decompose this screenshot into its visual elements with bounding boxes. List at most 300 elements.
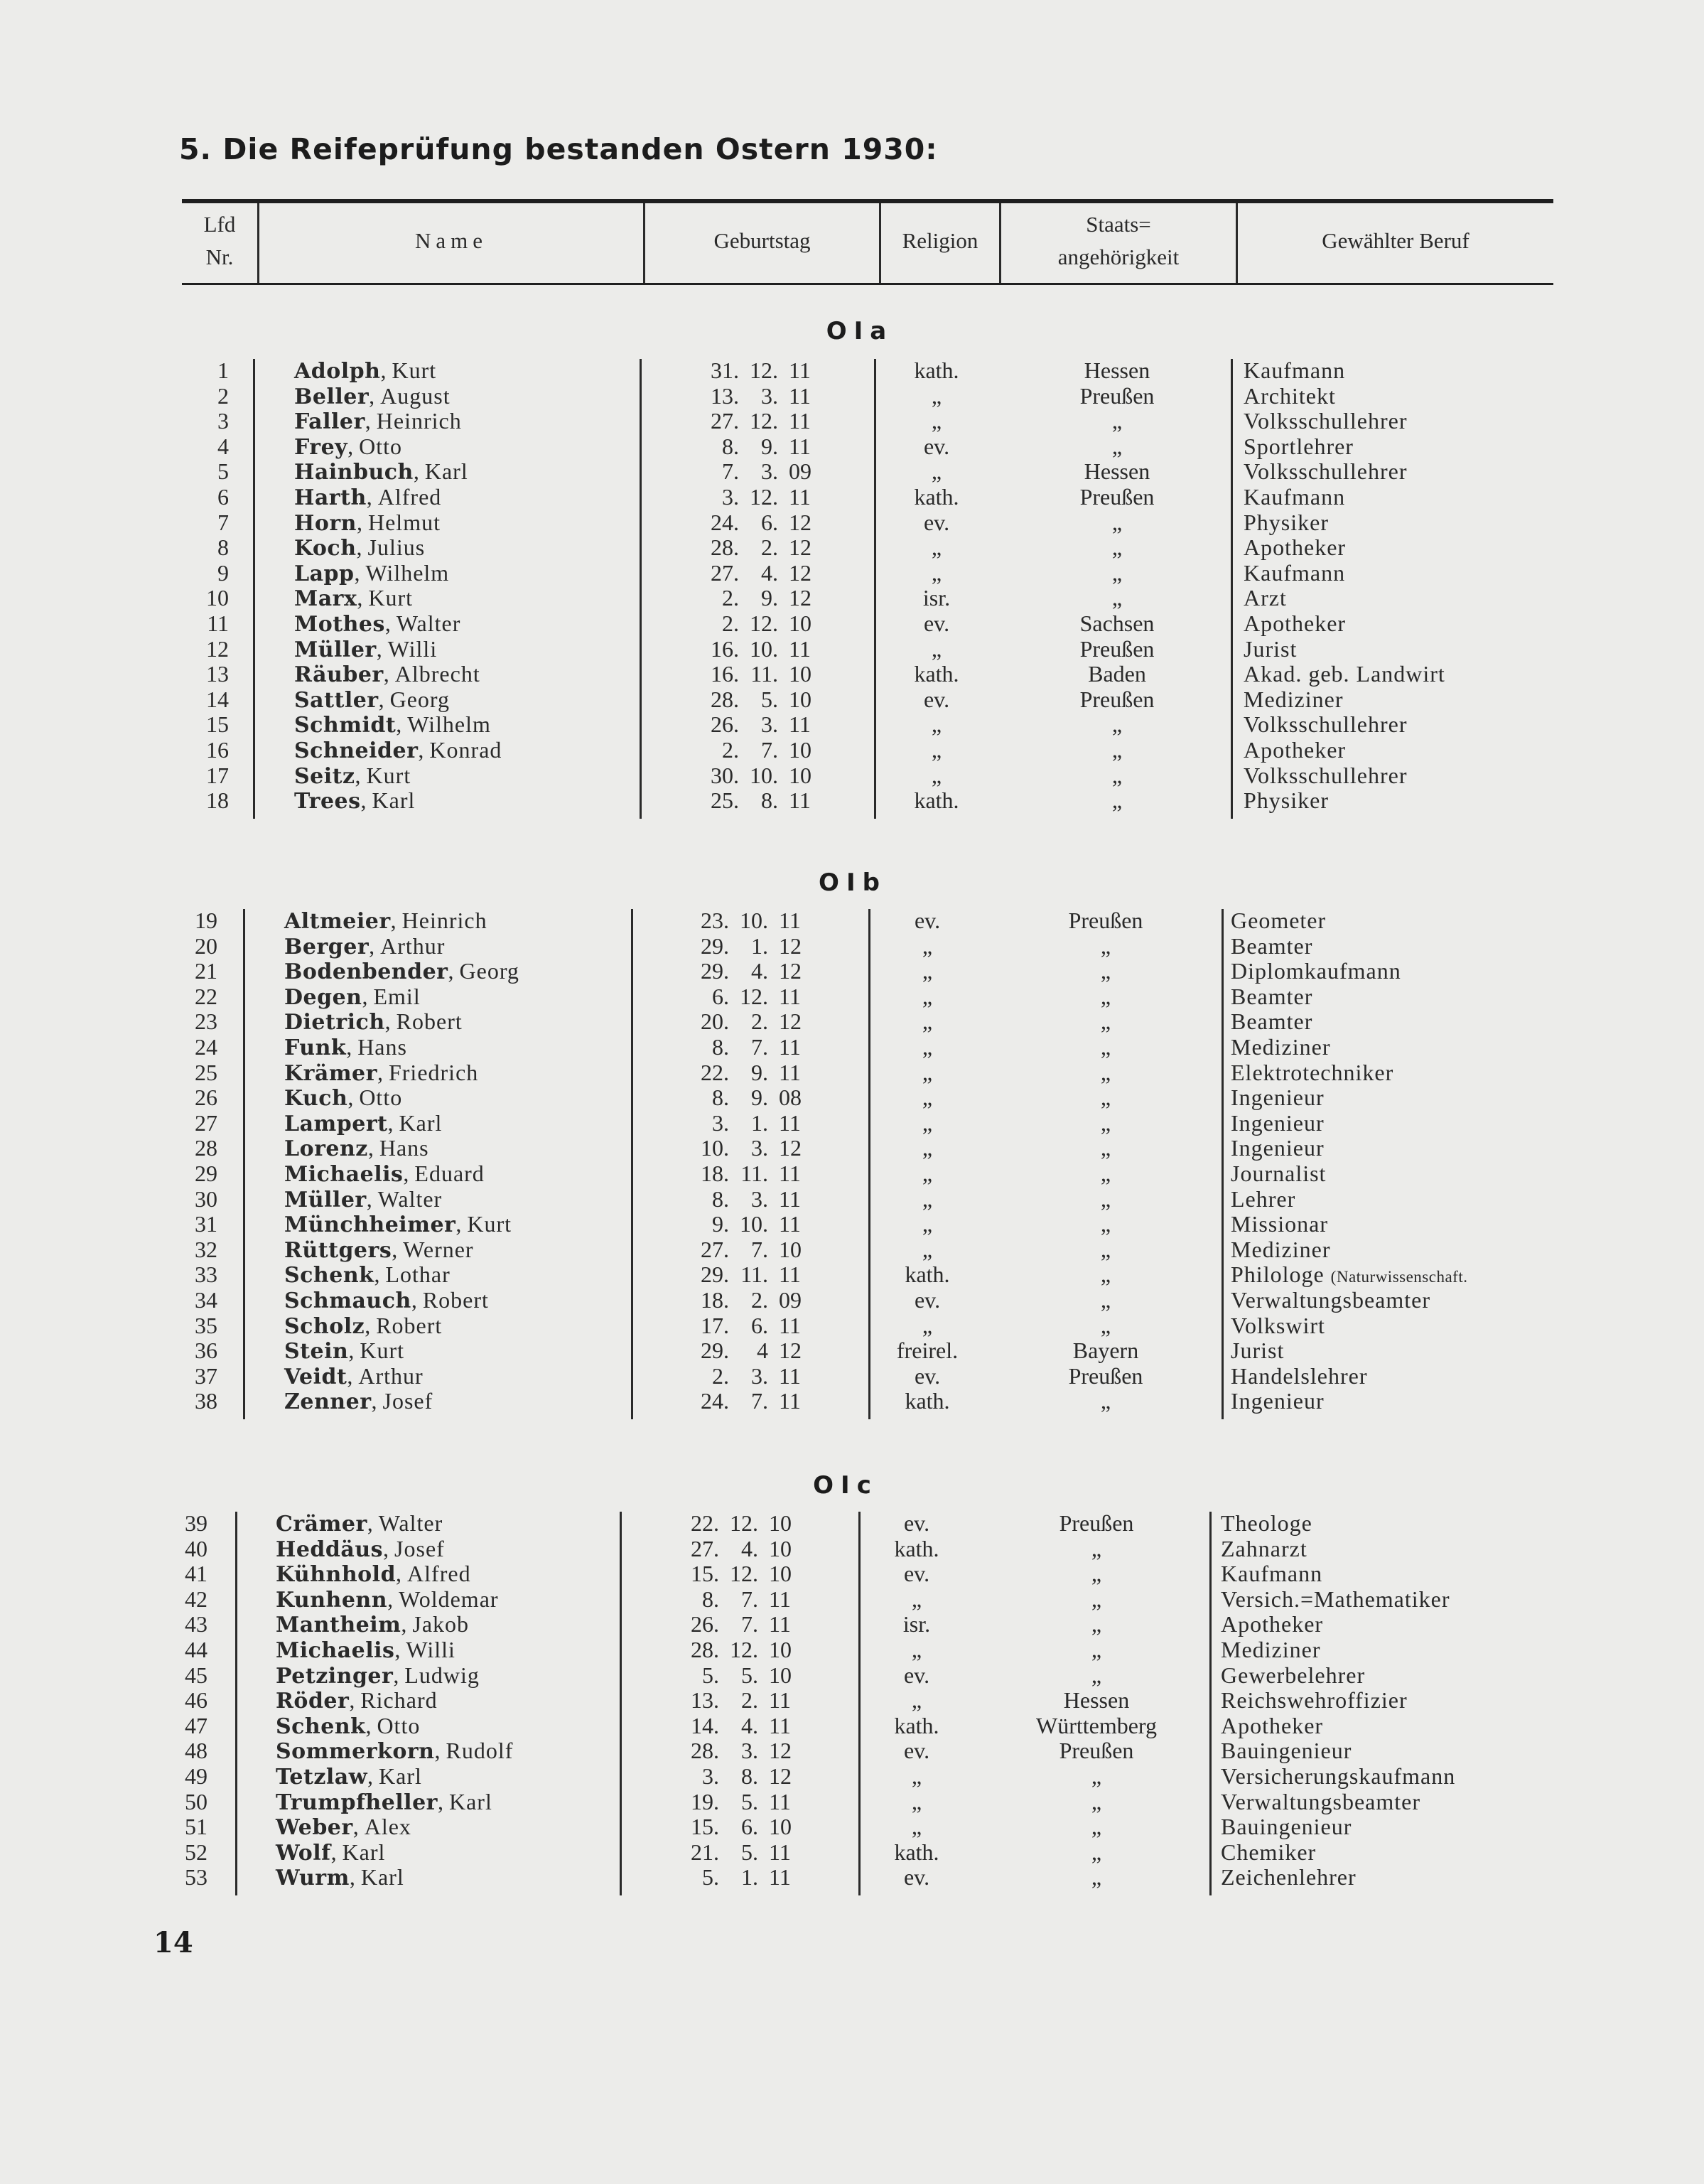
header-lfd: Lfd — [203, 212, 236, 237]
row-number: 30 — [195, 1185, 217, 1212]
row-number: 26 — [195, 1085, 217, 1111]
religion: „ — [922, 1135, 933, 1161]
beruf-text: Kaufmann — [1221, 1561, 1323, 1587]
birth-month: 11. — [740, 1262, 768, 1288]
gewaehlter-beruf — [1221, 1586, 1450, 1612]
table-row — [0, 1262, 1704, 1287]
religion: „ — [911, 1763, 922, 1789]
beruf-text: Missionar — [1231, 1211, 1328, 1237]
gewaehlter-beruf — [1221, 1814, 1352, 1839]
birth-month: 7. — [761, 737, 778, 763]
surname: Faller — [294, 409, 365, 435]
birth-day: 10. — [701, 1135, 729, 1161]
name-separator: , — [380, 357, 392, 383]
student-name — [294, 687, 450, 714]
header-nr: Nr. — [205, 244, 234, 269]
table-row — [0, 1864, 1704, 1890]
table-row — [0, 1338, 1704, 1363]
table-row — [0, 1687, 1704, 1713]
staatsangehoerigkeit: „ — [1111, 408, 1123, 434]
religion: „ — [931, 382, 942, 409]
row-number: 2 — [217, 382, 229, 409]
beruf-text: Beamter — [1231, 1008, 1313, 1035]
birth-day: 28. — [691, 1637, 719, 1662]
name-separator: , — [348, 1338, 360, 1364]
student-name — [294, 661, 480, 688]
table-row — [0, 1313, 1704, 1338]
name-separator: , — [346, 1034, 358, 1060]
header-angehoerigkeit: angehörigkeit — [1057, 244, 1180, 269]
student-name — [284, 1060, 478, 1087]
name-separator: , — [355, 762, 367, 788]
gewaehlter-beruf — [1244, 357, 1345, 383]
name-separator: , — [367, 1135, 379, 1161]
birth-year: 10 — [789, 686, 811, 712]
row-number: 33 — [195, 1262, 217, 1288]
birth-month: 7. — [751, 1236, 768, 1262]
birth-year: 11 — [779, 1362, 801, 1389]
firstname: Georg — [459, 958, 519, 984]
birth-day: 26. — [691, 1611, 719, 1637]
firstname: Konrad — [429, 737, 502, 763]
name-separator: , — [403, 1161, 415, 1186]
staatsangehoerigkeit: „ — [1100, 983, 1111, 1009]
student-name — [294, 534, 425, 561]
table-row — [0, 534, 1704, 560]
staatsangehoerigkeit: „ — [1100, 932, 1111, 959]
name-separator: , — [384, 610, 397, 636]
table-row — [0, 908, 1704, 933]
table-row — [0, 408, 1704, 434]
firstname: Walter — [378, 1510, 443, 1536]
row-number: 13 — [206, 661, 229, 687]
gewaehlter-beruf — [1221, 1687, 1408, 1713]
birth-year: 11 — [789, 711, 811, 738]
firstname: Otto — [359, 433, 402, 459]
header-name: Name — [414, 228, 488, 253]
table-row — [0, 560, 1704, 586]
religion: kath. — [894, 1535, 939, 1561]
staatsangehoerigkeit: Bayern — [1072, 1338, 1139, 1364]
table-row — [0, 1237, 1704, 1262]
firstname: Alfred — [407, 1561, 471, 1587]
firstname: Woldemar — [399, 1586, 499, 1612]
birth-year: 11 — [779, 1312, 801, 1338]
table-row — [0, 610, 1704, 636]
name-separator: , — [455, 1211, 468, 1237]
header-religion: Religion — [902, 228, 978, 253]
gewaehlter-beruf — [1244, 534, 1346, 560]
birth-month: 9. — [761, 585, 778, 611]
header-beruf: Gewählter Beruf — [1322, 228, 1470, 253]
table-row — [0, 484, 1704, 510]
row-number: 20 — [195, 932, 217, 959]
beruf-text: Jurist — [1244, 635, 1298, 662]
beruf-text: Verwaltungsbeamter — [1221, 1788, 1421, 1814]
birth-year: 10 — [769, 1662, 792, 1688]
firstname: Karl — [372, 787, 416, 814]
birth-day: 13. — [691, 1687, 719, 1714]
firstname: Otto — [377, 1712, 421, 1738]
birth-year: 12 — [769, 1738, 792, 1764]
birth-day: 27. — [701, 1236, 729, 1262]
table-row — [0, 958, 1704, 984]
row-number: 14 — [206, 686, 229, 712]
table-row — [0, 434, 1704, 459]
birth-day: 28. — [711, 686, 739, 712]
birth-day: 29. — [701, 932, 729, 959]
gewaehlter-beruf — [1221, 1611, 1323, 1637]
birth-year: 11 — [789, 484, 811, 510]
birth-month: 10. — [740, 1211, 768, 1237]
birth-year: 10 — [769, 1637, 792, 1662]
surname: Sommerkorn — [276, 1739, 435, 1765]
firstname: Rudolf — [446, 1738, 514, 1764]
name-separator: , — [354, 559, 366, 586]
birth-day: 6. — [712, 983, 729, 1009]
beruf-text: Kaufmann — [1244, 484, 1346, 510]
beruf-text: Bauingenieur — [1221, 1738, 1352, 1764]
row-number: 24 — [195, 1034, 217, 1060]
header-geburtstag: Geburtstag — [713, 228, 811, 253]
birth-day: 29. — [701, 1262, 729, 1288]
name-separator: , — [392, 1236, 404, 1262]
gewaehlter-beruf — [1221, 1789, 1420, 1814]
firstname: Kurt — [366, 762, 411, 788]
beruf-text: Akad. geb. Landwirt — [1244, 661, 1445, 687]
birth-year: 11 — [789, 382, 811, 409]
gewaehlter-beruf — [1231, 1085, 1325, 1110]
gewaehlter-beruf — [1244, 510, 1329, 535]
religion: kath. — [905, 1262, 950, 1288]
beruf-text: Versich.=Mathematiker — [1221, 1586, 1450, 1612]
student-name — [276, 1510, 443, 1537]
birth-day: 25. — [711, 787, 739, 814]
row-number: 7 — [217, 509, 229, 535]
gewaehlter-beruf — [1231, 1338, 1284, 1363]
religion: „ — [922, 1161, 933, 1186]
surname: Frey — [294, 434, 348, 460]
row-number: 5 — [217, 458, 229, 485]
table-row — [0, 585, 1704, 610]
birth-month: 12. — [730, 1510, 758, 1536]
staatsangehoerigkeit: „ — [1111, 585, 1123, 611]
name-separator: , — [384, 1008, 397, 1035]
surname: Stein — [284, 1339, 349, 1365]
firstname: Robert — [422, 1287, 489, 1313]
row-number: 50 — [185, 1788, 207, 1814]
name-separator: , — [437, 1788, 449, 1814]
surname: Weber — [276, 1815, 353, 1841]
beruf-text: Volksschullehrer — [1244, 711, 1408, 738]
row-number: 37 — [195, 1362, 217, 1389]
name-separator: , — [365, 408, 377, 434]
surname: Lapp — [294, 561, 355, 586]
staatsangehoerigkeit: „ — [1100, 1135, 1111, 1161]
staatsangehoerigkeit: Preußen — [1059, 1738, 1134, 1764]
religion: „ — [922, 1211, 933, 1237]
student-name — [276, 1738, 513, 1765]
birth-year: 09 — [779, 1287, 802, 1313]
firstname: Wilhelm — [407, 711, 491, 738]
name-separator: , — [362, 983, 374, 1009]
religion: ev. — [903, 1738, 930, 1764]
birth-day: 13. — [711, 382, 739, 409]
beruf-text: Mediziner — [1221, 1637, 1321, 1662]
staatsangehoerigkeit: „ — [1111, 762, 1123, 788]
surname: Beller — [294, 384, 370, 409]
birth-year: 11 — [779, 1388, 801, 1414]
firstname: Emil — [373, 983, 421, 1009]
staatsangehoerigkeit: „ — [1111, 787, 1123, 814]
student-name — [276, 1637, 455, 1664]
surname: Schenk — [284, 1263, 374, 1289]
row-number: 41 — [185, 1561, 207, 1587]
student-name — [294, 585, 413, 612]
religion: „ — [931, 559, 942, 586]
beruf-text: Apotheker — [1244, 534, 1347, 561]
birth-day: 31. — [711, 357, 739, 383]
religion: „ — [931, 711, 942, 738]
firstname: Karl — [399, 1109, 443, 1136]
birth-month: 8. — [761, 787, 778, 814]
table-row — [0, 1135, 1704, 1161]
student-name — [294, 434, 402, 461]
surname: Bodenbender — [284, 959, 448, 985]
table-row — [0, 636, 1704, 662]
birth-month: 2. — [741, 1687, 758, 1714]
table-row — [0, 1211, 1704, 1237]
birth-month: 3. — [751, 1185, 768, 1212]
name-separator: , — [367, 1510, 379, 1536]
beruf-text: Zahnarzt — [1221, 1535, 1307, 1561]
table-row — [0, 1814, 1704, 1839]
surname: Lorenz — [284, 1136, 368, 1162]
table-row — [0, 1611, 1704, 1637]
gewaehlter-beruf — [1231, 1186, 1295, 1212]
staatsangehoerigkeit: „ — [1100, 1109, 1111, 1136]
religion: „ — [922, 983, 933, 1009]
firstname: Walter — [377, 1185, 443, 1212]
student-name — [276, 1864, 404, 1891]
name-separator: , — [349, 1687, 361, 1714]
name-separator: , — [366, 484, 378, 510]
birth-month: 12. — [730, 1561, 758, 1587]
firstname: Ludwig — [404, 1662, 480, 1688]
beruf-text: Lehrer — [1231, 1185, 1296, 1212]
student-name — [276, 1536, 445, 1563]
firstname: Kurt — [360, 1338, 404, 1364]
student-name — [284, 1237, 474, 1264]
birth-day: 27. — [711, 559, 739, 586]
birth-year: 10 — [789, 762, 811, 788]
student-name — [284, 1110, 442, 1137]
staatsangehoerigkeit: „ — [1100, 1185, 1111, 1212]
gewaehlter-beruf — [1231, 1110, 1325, 1136]
birth-month: 8. — [741, 1763, 758, 1789]
student-name — [276, 1586, 499, 1613]
student-name — [294, 610, 460, 638]
birth-year: 11 — [789, 635, 811, 662]
gewaehlter-beruf — [1231, 1262, 1467, 1290]
table-row — [0, 1287, 1704, 1313]
birth-year: 11 — [789, 357, 811, 383]
birth-day: 3. — [702, 1763, 719, 1789]
table-row — [0, 383, 1704, 409]
gewaehlter-beruf — [1244, 484, 1345, 510]
birth-month: 12. — [730, 1637, 758, 1662]
birth-month: 6. — [761, 509, 778, 535]
beruf-text: Handelslehrer — [1231, 1362, 1368, 1389]
surname: Lampert — [284, 1111, 388, 1136]
row-number: 51 — [185, 1814, 207, 1840]
birth-year: 11 — [779, 1161, 801, 1186]
name-separator: , — [371, 1388, 383, 1414]
firstname: Heinrich — [401, 908, 487, 933]
row-number: 39 — [185, 1510, 207, 1536]
staatsangehoerigkeit: „ — [1091, 1763, 1102, 1789]
row-number: 44 — [185, 1637, 207, 1662]
surname: Seitz — [294, 763, 355, 789]
surname: Heddäus — [276, 1537, 384, 1562]
birth-day: 8. — [712, 1185, 729, 1212]
student-name — [294, 357, 436, 384]
student-name — [276, 1561, 471, 1588]
birth-month: 3. — [761, 382, 778, 409]
religion: „ — [922, 1085, 933, 1111]
birth-month: 3. — [761, 711, 778, 738]
birth-day: 27. — [691, 1535, 719, 1561]
surname: Müller — [284, 1187, 367, 1212]
student-name — [284, 1287, 489, 1314]
firstname: Lothar — [385, 1262, 451, 1288]
staatsangehoerigkeit: Preußen — [1068, 908, 1143, 933]
row-number: 32 — [195, 1236, 217, 1262]
row-number: 48 — [185, 1738, 207, 1764]
surname: Krämer — [284, 1060, 377, 1086]
student-name — [294, 484, 441, 511]
row-number: 27 — [195, 1109, 217, 1136]
religion: „ — [911, 1586, 922, 1612]
name-separator: , — [369, 932, 381, 959]
beruf-text: Versicherungskaufmann — [1221, 1763, 1456, 1789]
row-number: 3 — [217, 408, 229, 434]
birth-year: 10 — [769, 1535, 792, 1561]
birth-day: 2. — [722, 737, 739, 763]
religion: ev. — [903, 1561, 930, 1587]
gewaehlter-beruf — [1231, 908, 1326, 933]
surname: Koch — [294, 536, 357, 561]
birth-day: 15. — [691, 1814, 719, 1840]
name-separator: , — [393, 1662, 405, 1688]
staatsangehoerigkeit: „ — [1100, 1388, 1111, 1414]
beruf-text: Theologe — [1221, 1510, 1312, 1536]
birth-day: 9. — [712, 1211, 729, 1237]
firstname: Arthur — [380, 932, 446, 959]
student-name — [276, 1789, 492, 1816]
birth-year: 12 — [779, 932, 802, 959]
table-row — [0, 984, 1704, 1009]
row-number: 28 — [195, 1135, 217, 1161]
staatsangehoerigkeit: Hessen — [1084, 357, 1150, 383]
religion: ev. — [914, 1287, 941, 1313]
staatsangehoerigkeit: „ — [1091, 1788, 1102, 1814]
beruf-text: Ingenieur — [1231, 1388, 1325, 1414]
firstname: Willi — [387, 635, 438, 662]
birth-month: 4. — [741, 1712, 758, 1738]
gewaehlter-beruf — [1244, 636, 1297, 662]
gewaehlter-beruf — [1221, 1536, 1307, 1561]
header-staats: Staats= — [1086, 212, 1151, 237]
birth-day: 29. — [701, 1338, 729, 1364]
student-name — [276, 1687, 438, 1714]
religion: ev. — [923, 433, 950, 459]
birth-year: 09 — [789, 458, 811, 485]
birth-day: 8. — [702, 1586, 719, 1612]
row-number: 35 — [195, 1312, 217, 1338]
student-name — [276, 1662, 480, 1689]
name-separator: , — [434, 1738, 446, 1764]
religion: „ — [931, 458, 942, 485]
student-name — [276, 1713, 420, 1740]
table-row — [0, 1110, 1704, 1136]
birth-year: 12 — [779, 1135, 802, 1161]
staatsangehoerigkeit: „ — [1091, 1864, 1102, 1890]
header-staatsangehoerigkeit — [1001, 199, 1236, 283]
birth-month: 3. — [751, 1135, 768, 1161]
religion: „ — [922, 1185, 933, 1212]
birth-year: 12 — [779, 1338, 802, 1364]
surname: Michaelis — [284, 1162, 404, 1187]
religion: „ — [922, 1109, 933, 1136]
birth-month: 1. — [751, 1109, 768, 1136]
religion: kath. — [894, 1839, 939, 1865]
birth-month: 11. — [740, 1161, 768, 1186]
table-row — [0, 1388, 1704, 1414]
beruf-text: Volkswirt — [1231, 1312, 1325, 1338]
surname: Marx — [294, 586, 357, 612]
religion: „ — [922, 932, 933, 959]
name-separator: , — [383, 661, 395, 687]
staatsangehoerigkeit: „ — [1111, 711, 1123, 738]
beruf-text: Gewerbelehrer — [1221, 1662, 1366, 1688]
surname: Crämer — [276, 1512, 367, 1537]
gewaehlter-beruf — [1221, 1763, 1455, 1789]
birth-year: 11 — [769, 1788, 791, 1814]
table-row — [0, 1763, 1704, 1789]
firstname: Alfred — [377, 484, 442, 510]
name-separator: , — [411, 1287, 423, 1313]
student-name — [284, 1008, 463, 1035]
birth-year: 12 — [779, 1008, 802, 1035]
table-row — [0, 687, 1704, 712]
beruf-text: Apotheker — [1221, 1611, 1324, 1637]
row-number: 19 — [195, 908, 217, 933]
birth-day: 17. — [701, 1312, 729, 1338]
surname: Trees — [294, 789, 361, 814]
birth-day: 22. — [691, 1510, 719, 1536]
birth-month: 4 — [757, 1338, 768, 1364]
staatsangehoerigkeit: „ — [1091, 1662, 1102, 1688]
staatsangehoerigkeit: Sachsen — [1079, 610, 1155, 636]
birth-day: 15. — [691, 1561, 719, 1587]
staatsangehoerigkeit: Baden — [1088, 661, 1146, 687]
religion: „ — [922, 958, 933, 984]
religion: „ — [922, 1008, 933, 1035]
staatsangehoerigkeit: „ — [1100, 1312, 1111, 1338]
birth-year: 12 — [789, 559, 811, 586]
firstname: Julius — [367, 534, 426, 561]
